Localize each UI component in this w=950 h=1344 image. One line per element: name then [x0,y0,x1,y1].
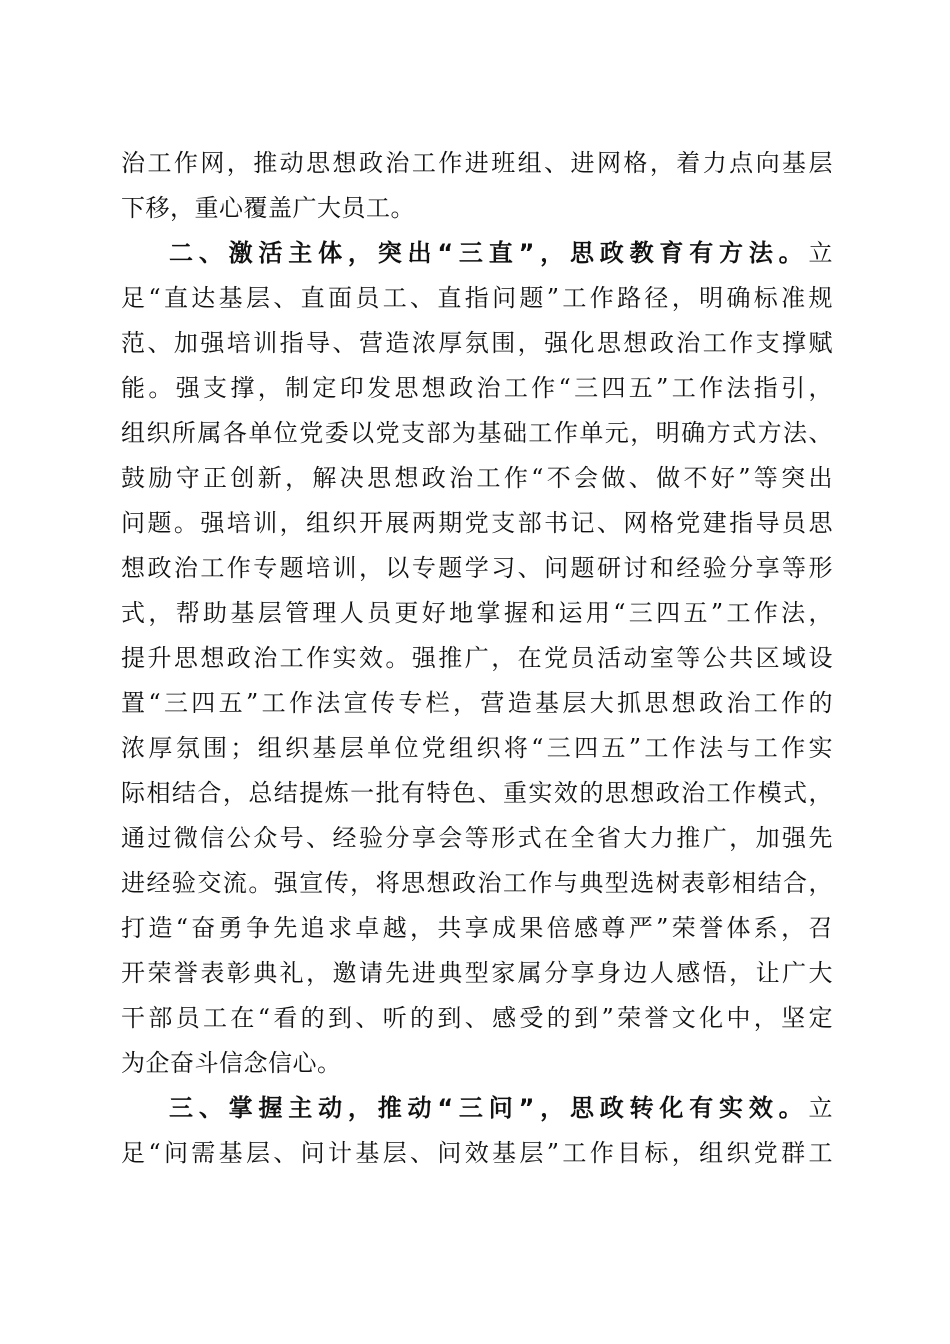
paragraph-3-line-1: 足“问需基层、问计基层、问效基层”工作目标，组织党群工 [121,1139,833,1167]
paragraph-2-line-18: 为企奋斗信念信心。 [121,1049,342,1077]
paragraph-2-line-5: 鼓励守正创新，解决思想政治工作“不会做、做不好”等突出 [121,464,833,492]
paragraph-3-heading: 三、掌握主动，推动“三问”，思政转化有实效。 [169,1094,809,1122]
paragraph-2-line-16: 开荣誉表彰典礼，邀请先进典型家属分享身边人感悟，让广大 [121,959,833,987]
paragraph-2-heading-tail: 立 [808,239,833,267]
paragraph-2-line-6: 问题。强培训，组织开展两期党支部书记、网格党建指导员思 [121,509,833,537]
paragraph-2-heading: 二、激活主体，突出“三直”，思政教育有方法。 [169,239,809,267]
paragraph-3 [121,1086,833,1176]
paragraph-2-line-1: 足“直达基层、直面员工、直指问题”工作路径，明确标准规 [121,284,833,312]
paragraph-2-line-4: 组织所属各单位党委以党支部为基础工作单元，明确方式方法、 [121,419,833,447]
paragraph-3-heading-tail: 立 [808,1094,833,1122]
paragraph-2-line-11: 浓厚氛围；组织基层单位党组织将“三四五”工作法与工作实 [121,734,833,762]
paragraph-2-line-15: 打造“奋勇争先追求卓越，共享成果倍感尊严”荣誉体系，召 [121,914,833,942]
paragraph-2-line-3: 能。强支撑，制定印发思想政治工作“三四五”工作法指引， [121,374,833,402]
paragraph-2-line-17: 干部员工在“看的到、听的到、感受的到”荣誉文化中，坚定 [121,1004,833,1032]
paragraph-2-line-9: 提升思想政治工作实效。强推广，在党员活动室等公共区域设 [121,644,833,672]
paragraph-1-line-2: 下移，重心覆盖广大员工。 [121,194,415,222]
paragraph-2-line-2: 范、加强培训指导、营造浓厚氛围，强化思想政治工作支撑赋 [121,329,833,357]
paragraph-3-heading-line [121,1086,833,1131]
paragraph-2-line-7: 想政治工作专题培训，以专题学习、问题研讨和经验分享等形 [121,554,833,582]
paragraph-1 [121,141,833,231]
paragraph-2-line-12: 际相结合，总结提炼一批有特色、重实效的思想政治工作模式， [121,779,833,807]
paragraph-2-line-10: 置“三四五”工作法宣传专栏，营造基层大抓思想政治工作的 [121,689,833,717]
paragraph-1-line-1: 治工作网，推动思想政治工作进班组、进网格，着力点向基层 [121,149,833,177]
paragraph-2 [121,231,833,1086]
paragraph-2-line-13: 通过微信公众号、经验分享会等形式在全省大力推广，加强先 [121,824,833,852]
paragraph-2-heading-line [121,231,833,276]
paragraph-2-line-14: 进经验交流。强宣传，将思想政治工作与典型选树表彰相结合， [121,869,833,897]
paragraph-2-line-8: 式，帮助基层管理人员更好地掌握和运用“三四五”工作法， [121,599,833,627]
